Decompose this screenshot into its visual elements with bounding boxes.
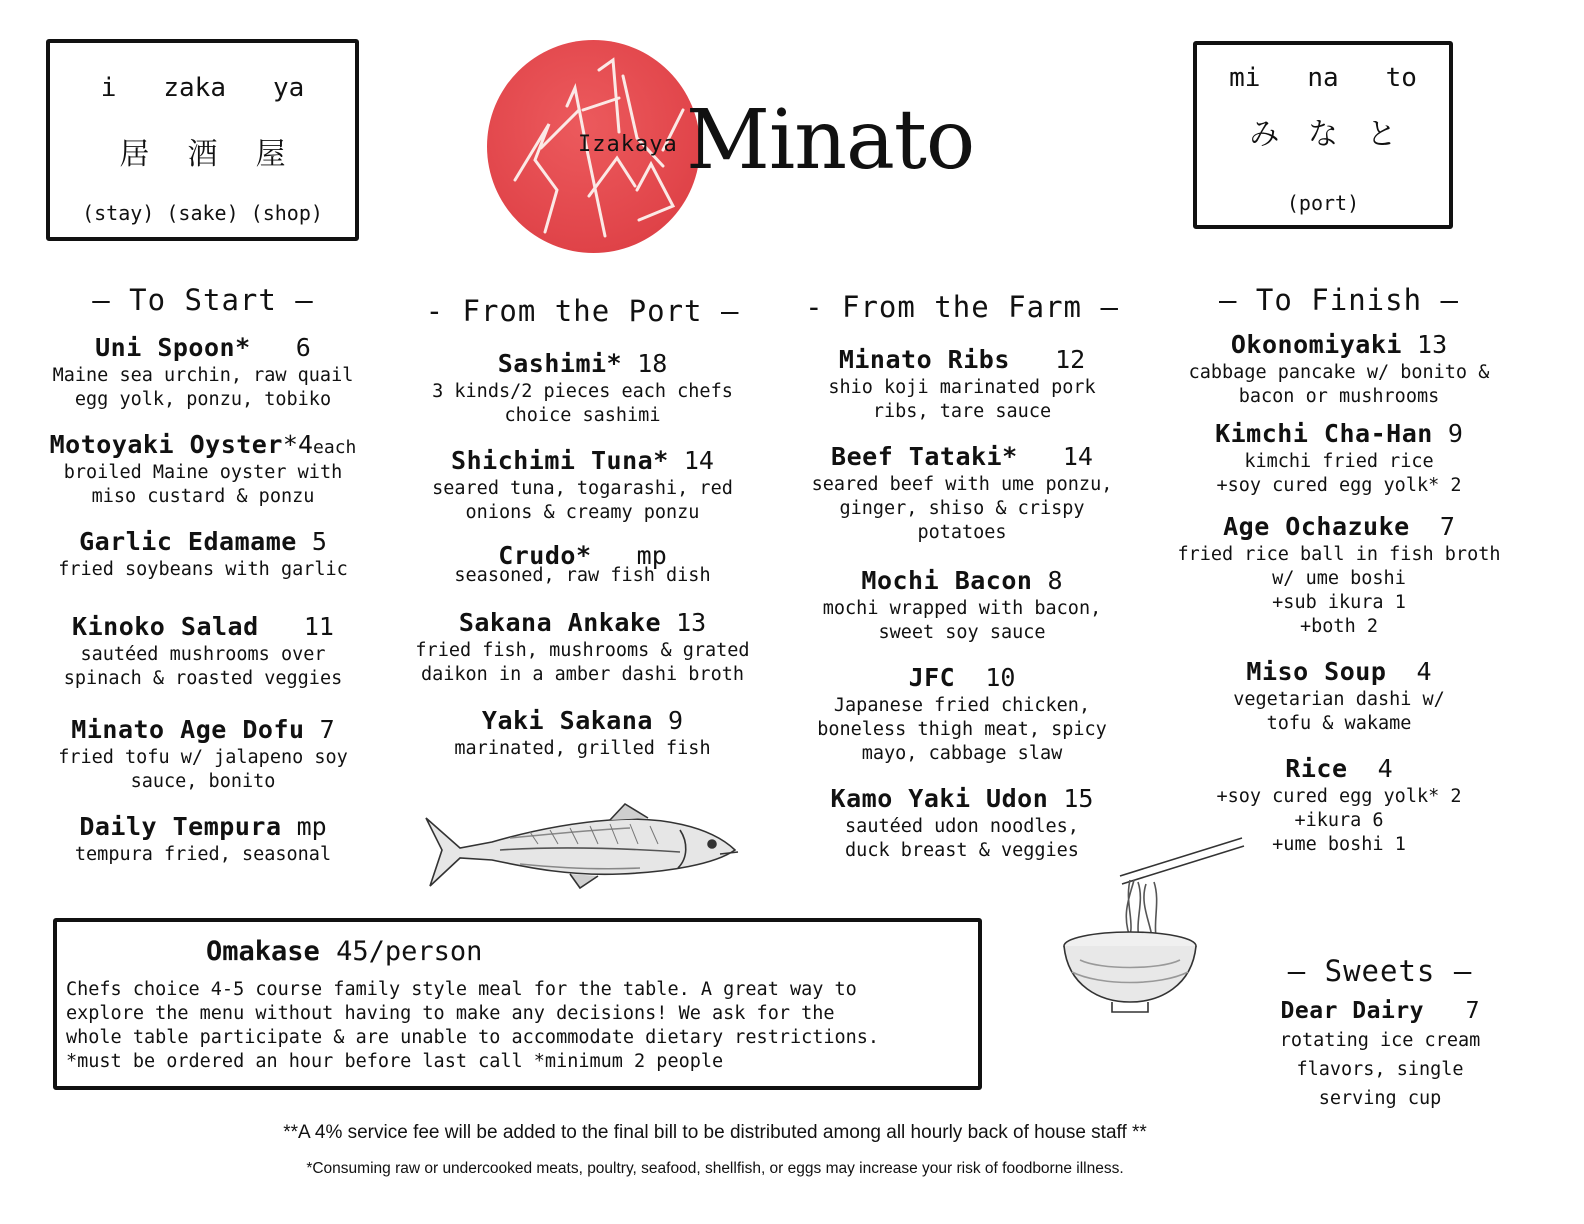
fish-illustration: [420, 798, 746, 893]
minato-meaning: (port): [1286, 191, 1360, 215]
menu-item: [28, 612, 378, 691]
kanji-ya: 屋: [255, 137, 286, 172]
item-title: [786, 784, 1138, 813]
item-price: 10: [985, 663, 1016, 692]
item-name: Motoyaki Oyster: [49, 430, 283, 459]
item-name: Crudo*: [498, 541, 592, 570]
item-title: [786, 442, 1138, 471]
item-description: broiled Maine oyster with miso custard & ponzu: [63, 462, 343, 507]
item-description: seared beef with ume ponzu, ginger, shiso & crispy potatoes: [811, 474, 1113, 543]
item-title: [28, 430, 378, 459]
item-price: 9: [1447, 419, 1463, 448]
item-name: JFC: [908, 663, 956, 692]
item-description: seasoned, raw fish dish: [454, 565, 711, 586]
item-price: mp: [636, 541, 667, 570]
section-heading-to-start: – To Start –: [92, 283, 314, 317]
section-heading-to-finish: – To Finish –: [1219, 283, 1459, 317]
romaji-mi: mi: [1229, 63, 1261, 93]
menu-item: [1166, 657, 1512, 736]
item-price: 6: [295, 333, 311, 362]
menu-item: [405, 706, 760, 761]
menu-item: [28, 812, 378, 867]
kana-na: な: [1308, 117, 1338, 152]
item-title: [28, 715, 378, 744]
omakase-price: 45/person: [336, 936, 483, 967]
menu-item: [1166, 512, 1512, 639]
item-name: Rice: [1285, 754, 1348, 783]
kanji-zaka: 酒: [187, 137, 218, 172]
item-description: Japanese fried chicken, boneless thigh meat, spicy mayo, cabbage slaw: [817, 695, 1107, 764]
column-from-the-farm: [786, 290, 1138, 870]
item-price: 9: [668, 706, 684, 735]
menu-item: [786, 566, 1138, 645]
item-description: marinated, grilled fish: [454, 738, 711, 759]
column-from-the-port: [405, 294, 760, 774]
menu-item: [1166, 419, 1512, 498]
minato-explainer-box: [1193, 41, 1453, 229]
item-title: [28, 812, 378, 841]
item-name: Minato Ribs: [838, 345, 1010, 374]
item-price: 7: [1465, 998, 1480, 1024]
item-name: Age Ochazuke: [1223, 512, 1410, 541]
menu-item: [1250, 998, 1510, 1113]
romaji-i: i: [100, 73, 117, 103]
item-price: 5: [311, 527, 327, 556]
item-price: 18: [637, 349, 668, 378]
item-description: fried fish, mushrooms & grated daikon in a amber dashi broth: [415, 640, 750, 685]
item-description: tempura fried, seasonal: [74, 844, 332, 865]
item-name: Beef Tataki*: [831, 442, 1018, 471]
item-description: +soy cured egg yolk* 2 +ikura 6 +ume boshi 1: [1216, 786, 1462, 855]
menu-item: [28, 527, 378, 582]
item-description: Maine sea urchin, raw quail egg yolk, ponzu, tobiko: [52, 365, 354, 410]
item-price: 12: [1055, 345, 1086, 374]
item-title: [405, 706, 760, 735]
kana-mi: み: [1249, 117, 1280, 152]
item-title: [786, 663, 1138, 692]
item-description: fried tofu w/ jalapeno soy sauce, bonito: [58, 747, 348, 792]
section-heading-from-the-farm: - From the Farm –: [805, 290, 1119, 324]
item-description: fried rice ball in fish broth w/ ume boshi +sub ikura 1 +both 2: [1177, 544, 1501, 637]
item-title: [1166, 419, 1512, 448]
food-safety-warning: *Consuming raw or undercooked meats, poultry, seafood, shellfish, or eggs may increase your risk of foodborne illness.: [306, 1160, 1124, 1177]
omakase-description: Chefs choice 4-5 course family style meal for the table. A great way to explore the menu without having to make any decisions! We ask for the whole table participate & are unable to accommodate dietary restrictions. *must be ordered an hour before last call *minimum 2 people: [66, 979, 880, 1072]
menu-item: [28, 715, 378, 794]
menu-item: [405, 446, 760, 525]
item-title: [1166, 657, 1512, 686]
column-sweets: [1250, 954, 1510, 1114]
column-to-finish: [1166, 283, 1512, 873]
romaji-ya: ya: [272, 73, 305, 103]
item-price: 15: [1063, 784, 1094, 813]
izakaya-romaji: [50, 73, 355, 103]
item-price: 8: [1047, 566, 1063, 595]
brand-izakaya-label: Izakaya: [578, 132, 678, 157]
romaji-zaka: zaka: [163, 73, 226, 103]
item-name: Mochi Bacon: [861, 566, 1033, 595]
item-description: mochi wrapped with bacon, sweet soy sauce: [822, 598, 1102, 643]
item-description: vegetarian dashi w/ tofu & wakame: [1233, 689, 1445, 734]
item-name: Kinoko Salad: [72, 612, 259, 641]
menu-item: [786, 663, 1138, 766]
brand-minato-title: Minato: [686, 93, 975, 188]
item-title: [1250, 998, 1510, 1024]
item-description: shio koji marinated pork ribs, tare sauce: [828, 377, 1096, 422]
item-title: [786, 566, 1138, 595]
menu-item: [405, 349, 760, 428]
minato-romaji: [1197, 63, 1449, 93]
item-price: 14: [1062, 442, 1093, 471]
item-name: Garlic Edamame: [79, 527, 297, 556]
item-title: [1166, 754, 1512, 783]
item-title: [405, 608, 760, 637]
item-name: Shichimi Tuna*: [451, 446, 669, 475]
item-name: Dear Dairy: [1280, 998, 1425, 1024]
item-price: 13: [1417, 330, 1448, 359]
item-price: *4: [282, 430, 314, 459]
romaji-na: na: [1307, 63, 1339, 93]
section-heading-sweets: – Sweets –: [1287, 954, 1473, 988]
izakaya-kanji: [50, 129, 355, 173]
item-price: 4: [1377, 754, 1393, 783]
item-title: [786, 345, 1138, 374]
item-description: rotating ice cream flavors, single serving cup: [1279, 1030, 1481, 1109]
izakaya-meanings: [50, 201, 355, 225]
item-description: fried soybeans with garlic: [58, 559, 348, 580]
meaning-sake: (sake): [166, 201, 239, 225]
romaji-to: to: [1385, 63, 1417, 93]
item-description: sautéed udon noodles, duck breast & veggies: [845, 816, 1079, 861]
omakase-name: Omakase: [206, 936, 320, 967]
kana-to: と: [1366, 117, 1397, 152]
item-name: Sashimi*: [497, 349, 623, 378]
item-title: [28, 333, 378, 362]
meaning-stay: (stay): [82, 201, 155, 225]
item-name: Uni Spoon*: [95, 333, 251, 362]
minato-kana: [1197, 109, 1449, 153]
item-name: Sakana Ankake: [458, 608, 661, 637]
item-title: [28, 612, 378, 641]
item-name: Kamo Yaki Udon: [830, 784, 1049, 813]
item-name: Yaki Sakana: [481, 706, 653, 735]
kanji-i: 居: [119, 137, 150, 172]
item-description: seared tuna, togarashi, red onions & creamy ponzu: [432, 478, 733, 523]
item-title: [1166, 512, 1512, 541]
menu-item: [1166, 330, 1512, 409]
item-name: Kimchi Cha-Han: [1215, 419, 1433, 448]
menu-item: [405, 608, 760, 687]
item-title: [405, 349, 760, 378]
meaning-shop: (shop): [250, 201, 323, 225]
menu-item: [786, 345, 1138, 424]
item-price: 13: [676, 608, 707, 637]
item-description: 3 kinds/2 pieces each chefs choice sashimi: [432, 381, 733, 426]
omakase-title: [206, 936, 482, 967]
item-price-suffix: each: [313, 437, 357, 458]
izakaya-explainer-box: [46, 39, 359, 241]
item-name: Minato Age Dofu: [71, 715, 305, 744]
item-description: cabbage pancake w/ bonito & bacon or mushrooms: [1188, 362, 1490, 407]
item-description: sautéed mushrooms over spinach & roasted veggies: [63, 644, 343, 689]
item-price: 7: [319, 715, 335, 744]
item-name: Daily Tempura: [79, 812, 282, 841]
section-heading-from-the-port: - From the Port –: [425, 294, 740, 328]
menu-item: [405, 541, 760, 588]
item-name: Miso Soup: [1246, 657, 1387, 686]
item-title: [28, 527, 378, 556]
item-price: mp: [296, 812, 327, 841]
service-fee-notice: **A 4% service fee will be added to the final bill to be distributed among all hourly back of house staff **: [283, 1122, 1147, 1143]
item-price: 4: [1416, 657, 1432, 686]
noodle-bowl-illustration: [1060, 836, 1246, 1016]
item-price: 7: [1439, 512, 1455, 541]
item-name: Okonomiyaki: [1230, 330, 1402, 359]
item-price: 11: [303, 612, 334, 641]
menu-item: [786, 442, 1138, 545]
menu-item: [28, 333, 378, 412]
item-title: [1166, 330, 1512, 359]
menu-item: [28, 430, 378, 509]
column-to-start: [28, 283, 378, 883]
item-price: 14: [683, 446, 714, 475]
item-description: kimchi fried rice +soy cured egg yolk* 2: [1216, 451, 1462, 496]
item-title: [405, 446, 760, 475]
